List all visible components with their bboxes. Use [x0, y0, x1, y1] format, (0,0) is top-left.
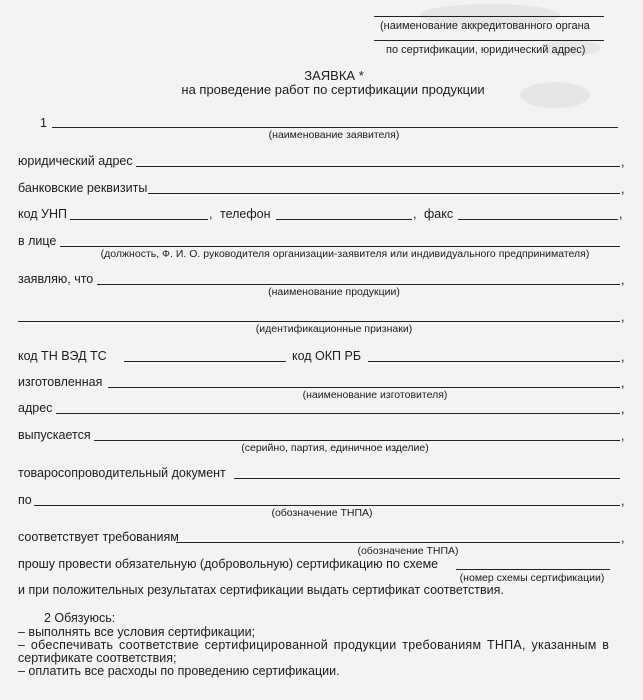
- shipping-doc-line[interactable]: [234, 478, 620, 479]
- applicant-caption: (наименование заявителя): [268, 129, 400, 141]
- unp-code-label: код УНП: [18, 207, 68, 221]
- comma: ,: [621, 429, 625, 443]
- legal-address-line[interactable]: [136, 166, 620, 167]
- bank-details-line[interactable]: [148, 193, 620, 194]
- identification-caption: (идентификационные признаки): [255, 323, 413, 335]
- tnpa-caption-2: (обозначение ТНПА): [357, 545, 459, 557]
- tn-ved-label: код ТН ВЭД ТС: [18, 349, 107, 363]
- scan-smudge: [520, 82, 590, 108]
- okp-line[interactable]: [368, 361, 620, 362]
- obligation-item-2-continued: сертификате соответствия;: [18, 651, 177, 665]
- manufacturer-line[interactable]: [108, 387, 620, 388]
- authority-caption-line2: по сертификации, юридический адрес): [386, 44, 586, 56]
- comma: ,: [619, 207, 623, 221]
- fax-label: факс: [424, 207, 454, 221]
- scheme-caption: (номер схемы сертификации): [459, 572, 605, 584]
- bank-details-label: банковские реквизиты: [18, 181, 148, 195]
- obligations-heading: 2 Обязуюсь:: [44, 611, 116, 625]
- comma: ,: [621, 350, 625, 364]
- section-number-1: 1: [40, 116, 47, 130]
- tnpa-caption: (обозначение ТНПА): [271, 507, 373, 519]
- request-label: прошу провести обязательную (добровольную) сертификацию по схеме: [18, 557, 439, 571]
- identification-line[interactable]: [18, 321, 620, 322]
- produced-label: выпускается: [18, 428, 91, 442]
- manufactured-label: изготовленная: [18, 375, 103, 389]
- tnpa-line[interactable]: [34, 505, 620, 506]
- production-caption: (серийно, партия, единичное изделие): [241, 442, 429, 454]
- unp-code-line[interactable]: [70, 219, 208, 220]
- comma: ,: [621, 402, 625, 416]
- form-title: ЗАЯВКА *: [304, 68, 364, 83]
- comma: ,: [621, 182, 625, 196]
- by-label: по: [18, 493, 32, 507]
- comma: ,: [621, 531, 625, 545]
- scheme-number-line[interactable]: [456, 569, 610, 570]
- phone-line[interactable]: [276, 219, 412, 220]
- fax-line[interactable]: [458, 219, 618, 220]
- authority-name-line[interactable]: [374, 16, 604, 17]
- production-type-line[interactable]: [94, 440, 620, 441]
- shipping-doc-label: товаросопроводительный документ: [18, 466, 226, 480]
- comma: ,: [621, 494, 625, 508]
- address-line[interactable]: [56, 413, 620, 414]
- obligation-item-2: – обеспечивать соответствие сертифицированной продукции требованиям ТНПА, указанным в: [18, 638, 610, 652]
- comma: ,: [209, 207, 213, 221]
- product-name-caption: (наименование продукции): [268, 286, 400, 298]
- applicant-name-line[interactable]: [52, 127, 618, 128]
- obligation-item-3: – оплатить все расходы по проведению сертификации.: [18, 664, 340, 678]
- legal-address-label: юридический адрес: [18, 154, 133, 168]
- authority-address-line[interactable]: [374, 40, 604, 41]
- comma: ,: [621, 376, 625, 390]
- declare-label: заявляю, что: [18, 272, 94, 286]
- obligation-item-1: – выполнять все условия сертификации;: [18, 625, 256, 639]
- tn-ved-line[interactable]: [124, 361, 286, 362]
- authority-caption-line1: (наименование аккредитованного органа: [380, 20, 590, 32]
- manufacturer-caption: (наименование изготовителя): [302, 389, 448, 401]
- representative-line[interactable]: [60, 246, 620, 247]
- in-person-label: в лице: [18, 234, 57, 248]
- representative-caption: (должность, Ф. И. О. руководителя организации-заявителя или индивидуального предпринимателя): [100, 248, 590, 260]
- address-label: адрес: [18, 401, 53, 415]
- comma: ,: [413, 207, 417, 221]
- form-subtitle: на проведение работ по сертификации продукции: [181, 82, 485, 97]
- okp-label: код ОКП РБ: [292, 349, 362, 363]
- product-name-line[interactable]: [97, 284, 620, 285]
- complies-tnpa-line[interactable]: [176, 542, 620, 543]
- phone-label: телефон: [220, 207, 271, 221]
- complies-label: соответствует требованиям: [18, 530, 179, 544]
- comma: ,: [621, 310, 625, 324]
- issue-certificate-text: и при положительных результатах сертификации выдать сертификат соответствия.: [18, 583, 504, 597]
- comma: ,: [621, 273, 625, 287]
- comma: ,: [621, 155, 625, 169]
